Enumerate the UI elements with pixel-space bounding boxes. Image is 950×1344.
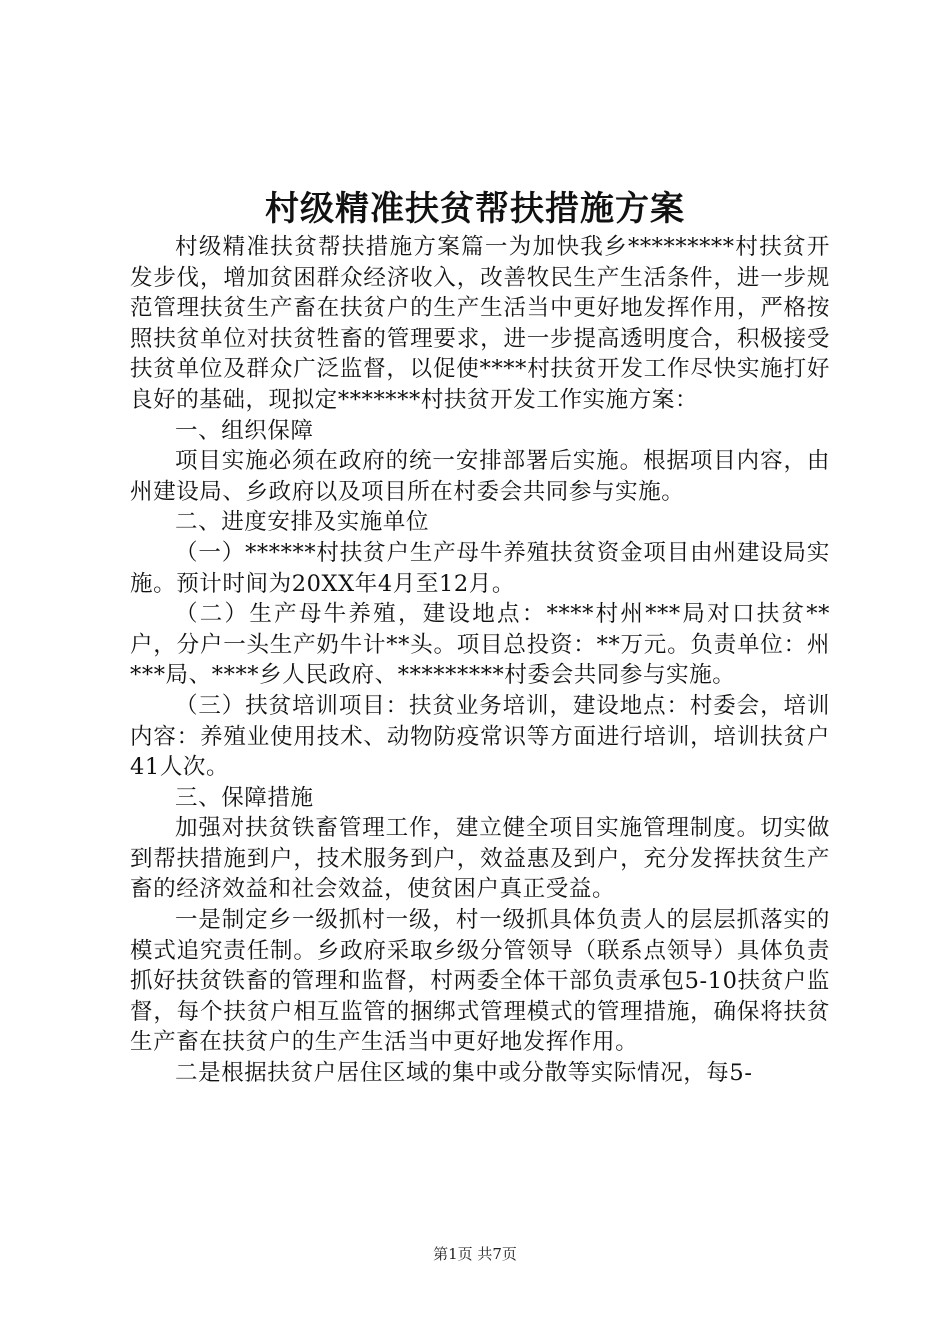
intro-paragraph: 村级精准扶贫帮扶措施方案篇一为加快我乡*********村扶贫开发步伐，增加贫困群众经济收入，改善牧民生产生活条件，进一步规范管理扶贫生产畜在扶贫户的生产生活当中更好地发挥作用，严格按照扶贫单位对扶贫牲畜的管理要求，进一步提高透明度合，积极接受扶贫单位及群众广泛监督，以促使****村扶贫开发工作尽快实施打好良好的基础，现拟定*******村扶贫开发工作实施方案：	[130, 234, 830, 413]
measure-one-paragraph: 一是制定乡一级抓村一级，村一级抓具体负责人的层层抓落实的模式追究责任制。乡政府采取乡级分管领导（联系点领导）具体负责抓好扶贫铁畜的管理和监督，村两委全体干部负责承包5-10扶贫户监督，每个扶贫户相互监管的捆绑式管理模式的管理措施，确保将扶贫生产畜在扶贫户的生产生活当中更好地发挥作用。	[130, 907, 830, 1056]
section-heading-schedule: 二、进度安排及实施单位	[175, 509, 430, 536]
organization-paragraph: 项目实施必须在政府的统一安排部署后实施。根据项目内容，由州建设局、乡政府以及项目所在村委会共同参与实施。	[130, 448, 830, 505]
measure-two-paragraph: 二是根据扶贫户居住区域的集中或分散等实际情况，每5-	[175, 1060, 753, 1087]
section-heading-organization: 一、组织保障	[175, 417, 314, 444]
page-number-footer: 第1页 共7页	[433, 1245, 517, 1263]
document-body	[130, 232, 830, 1089]
section-heading-measures: 三、保障措施	[175, 784, 314, 811]
schedule-item-2: （二）生产母牛养殖，建设地点：****村州***局对口扶贫**户，分户一头生产奶牛计**头。项目总投资：**万元。负责单位：州***局、****乡人民政府、*********村委会共同参与实施。	[130, 601, 830, 689]
measures-paragraph: 加强对扶贫铁畜管理工作，建立健全项目实施管理制度。切实做到帮扶措施到户，技术服务到户，效益惠及到户，充分发挥扶贫生产畜的经济效益和社会效益，使贫困户真正受益。	[130, 815, 830, 903]
schedule-item-3: （三）扶贫培训项目：扶贫业务培训，建设地点：村委会，培训内容：养殖业使用技术、动物防疫常识等方面进行培训，培训扶贫户41人次。	[130, 692, 830, 781]
schedule-item-1: （一）******村扶贫户生产母牛养殖扶贫资金项目由州建设局实施。预计时间为20XX年4月至12月。	[130, 539, 830, 597]
document-title: 村级精准扶贫帮扶措施方案	[265, 189, 685, 229]
